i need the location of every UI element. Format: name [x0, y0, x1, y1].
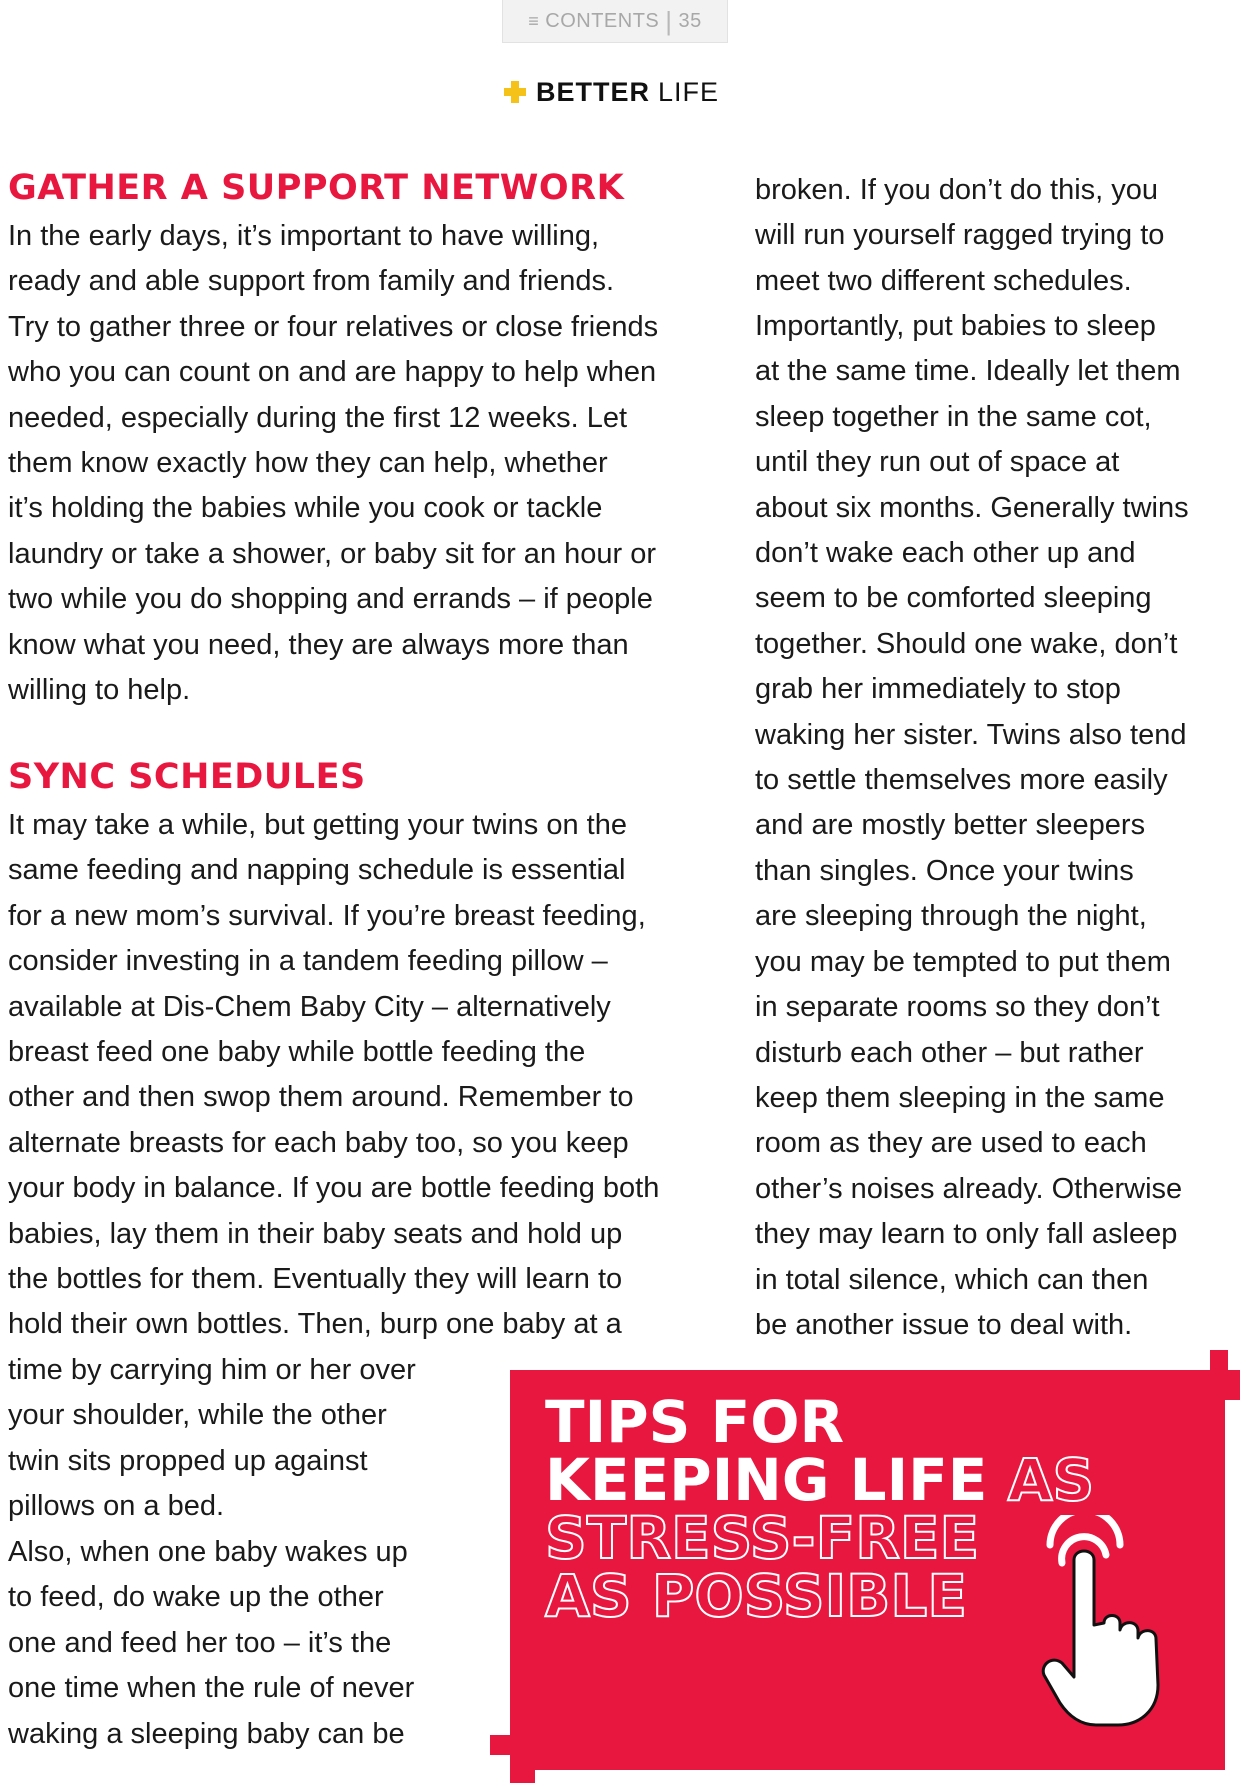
plus-icon: [504, 81, 526, 103]
divider: |: [665, 6, 673, 36]
paragraph-sleep-together: Importantly, put babies to sleep at the same time. Ideally let them sleep together in the same cot, until they run out of space at about six months. Generally twins don’t wake each other up and seem to be comforted sleeping together. Should one wake, don’t grab her immediately to stop waking her sister. Twins also tend to settle themselves more easily and are mostly better sleepers than singles. Once your twins are sleeping through the night, you may be tempted to put them in separate rooms so they don’t disturb each other – but rather keep them sleeping in the same room as they are used to each other’s noises already. Otherwise they may learn to only fall asleep in total silence, which can then be another issue to deal with.: [755, 310, 1189, 1341]
paragraph-sync-schedules-continued: time by carrying him or her over your shoulder, while the other twin sits propped up against pillows on a bed.: [8, 1354, 416, 1523]
page-number: 35: [678, 9, 702, 32]
menu-icon: ≡: [528, 10, 540, 31]
callout-line-4: AS POSSIBLE: [545, 1562, 967, 1630]
heading-sync-schedules: SYNC SCHEDULES: [8, 757, 366, 797]
contents-nav[interactable]: [502, 0, 728, 43]
callout-line-1: TIPS FOR: [545, 1388, 845, 1456]
heading-support-network: GATHER A SUPPORT NETWORK: [8, 168, 625, 208]
callout-corner-top: [1210, 1350, 1228, 1370]
section-label: [504, 74, 719, 110]
callout-line-2-outline: AS: [1007, 1446, 1095, 1514]
section-label-light: LIFE: [658, 76, 720, 107]
callout-corner-left: [490, 1735, 512, 1755]
section-label-bold: BETTER: [536, 76, 650, 107]
callout-line-3: STRESS-FREE: [545, 1504, 980, 1572]
paragraph-support-network: In the early days, it’s important to have willing, ready and able support from family and friends. Try to gather three or four relatives or close friends who you can count on and are happy to help when needed, especially during the first 12 weeks. Let them know exactly how they can help, whether it’s holding the babies while you cook or tackle laundry or take a shower, or baby sit for an hour or two while you do shopping and errands – if people know what you need, they are always more than willing to help.: [8, 220, 659, 707]
callout-line-2: KEEPING LIFE: [545, 1446, 988, 1514]
contents-label[interactable]: CONTENTS: [545, 9, 660, 32]
pointing-hand-icon: [1040, 1515, 1200, 1730]
tips-callout-title: [545, 1388, 1095, 1630]
callout-corner-right: [1225, 1370, 1240, 1400]
paragraph-wake-together: Also, when one baby wakes up to feed, do wake up the other one and feed her too – it’s the one time when the rule of never waking a sleeping baby can be: [8, 1536, 415, 1750]
callout-corner-bottom: [510, 1765, 535, 1783]
paragraph-col2-intro: broken. If you don’t do this, you will run yourself ragged trying to meet two different schedules.: [755, 174, 1165, 297]
paragraph-sync-schedules: It may take a while, but getting your twins on the same feeding and napping schedule is essential for a new mom’s survival. If you’re breast feeding, consider investing in a tandem feeding pillow – available at Dis-Chem Baby City – alternatively breast feed one baby while bottle feeding the other and then swop them around. Remember to alternate breasts for each baby too, so you keep your body in balance. If you are bottle feeding both babies, lay them in their baby seats and hold up the bottles for them. Eventually they will learn to hold their own bottles. Then, burp one baby at a: [8, 809, 660, 1341]
